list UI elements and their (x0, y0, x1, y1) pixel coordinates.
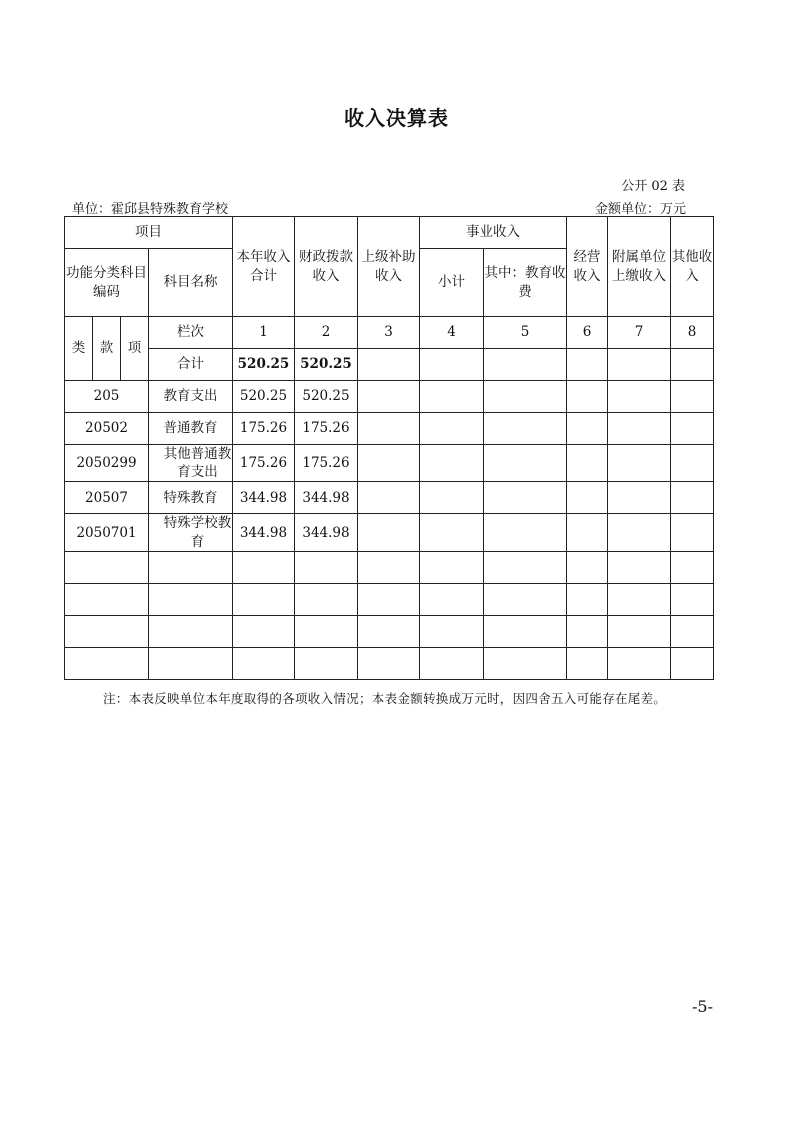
row-fiscal: 175.26 (295, 445, 358, 482)
row-code: 20502 (65, 413, 149, 445)
col-num: 4 (420, 317, 484, 349)
header-project: 项目 (65, 217, 233, 249)
table-row (65, 482, 714, 514)
table-row (65, 445, 714, 482)
header-subtotal: 小计 (420, 249, 484, 317)
table-note: 注：本表反映单位本年度取得的各项收入情况；本表金额转换成万元时，因四舍五入可能存在尾差。 (103, 691, 667, 706)
table-row (65, 413, 714, 445)
col-num: 8 (671, 317, 714, 349)
money-unit: 金额单位：万元 (594, 202, 686, 217)
header-superior: 上级补助收入 (358, 217, 420, 317)
empty-row (65, 583, 714, 615)
page-title: 收入决算表 (344, 106, 449, 130)
row-subject: 教育支出 (149, 381, 233, 413)
income-table (64, 216, 714, 680)
col-num: 7 (608, 317, 671, 349)
header-operating: 经营收入 (567, 217, 608, 317)
col-num: 5 (484, 317, 567, 349)
header-total-income: 本年收入合计 (233, 217, 295, 317)
row-subject: 普通教育 (149, 413, 233, 445)
total-fiscal-value: 520.25 (295, 349, 358, 381)
col-num: 6 (567, 317, 608, 349)
row-total: 520.25 (233, 381, 295, 413)
row-fiscal: 520.25 (295, 381, 358, 413)
row-fiscal: 175.26 (295, 413, 358, 445)
table-row (65, 381, 714, 413)
row-code: 2050701 (65, 514, 149, 551)
col-num: 3 (358, 317, 420, 349)
header-business: 事业收入 (420, 217, 567, 249)
form-number: 公开 02 表 (621, 179, 685, 194)
header-kuan: 款 (93, 317, 121, 381)
total-label: 合计 (149, 349, 233, 381)
total-income-value: 520.25 (233, 349, 295, 381)
col-num: 1 (233, 317, 295, 349)
page-number: -5- (692, 997, 713, 1016)
header-xiang: 项 (121, 317, 149, 381)
header-affiliated: 附属单位上缴收入 (608, 217, 671, 317)
total-row (65, 349, 714, 381)
table-row (65, 514, 714, 551)
row-total: 344.98 (233, 482, 295, 514)
header-func-code: 功能分类科目编码 (65, 249, 149, 317)
row-subject: 特殊教育 (149, 482, 233, 514)
row-total: 344.98 (233, 514, 295, 551)
header-fiscal: 财政拨款收入 (295, 217, 358, 317)
reporting-unit: 单位：霍邱县特殊教育学校 (72, 202, 229, 217)
header-subject-name: 科目名称 (149, 249, 233, 317)
row-code: 20507 (65, 482, 149, 514)
col-num: 2 (295, 317, 358, 349)
row-code: 2050299 (65, 445, 149, 482)
row-total: 175.26 (233, 445, 295, 482)
row-fiscal: 344.98 (295, 514, 358, 551)
row-code: 205 (65, 381, 149, 413)
empty-row (65, 615, 714, 647)
row-subject: 其他普通教育支出 (149, 445, 233, 482)
row-fiscal: 344.98 (295, 482, 358, 514)
header-edu-fee: 其中：教育收费 (484, 249, 567, 317)
row-total: 175.26 (233, 413, 295, 445)
empty-row (65, 551, 714, 583)
header-other: 其他收入 (671, 217, 714, 317)
header-lei: 类 (65, 317, 93, 381)
header-column-no: 栏次 (149, 317, 233, 349)
row-subject: 特殊学校教育 (149, 514, 233, 551)
empty-row (65, 647, 714, 679)
